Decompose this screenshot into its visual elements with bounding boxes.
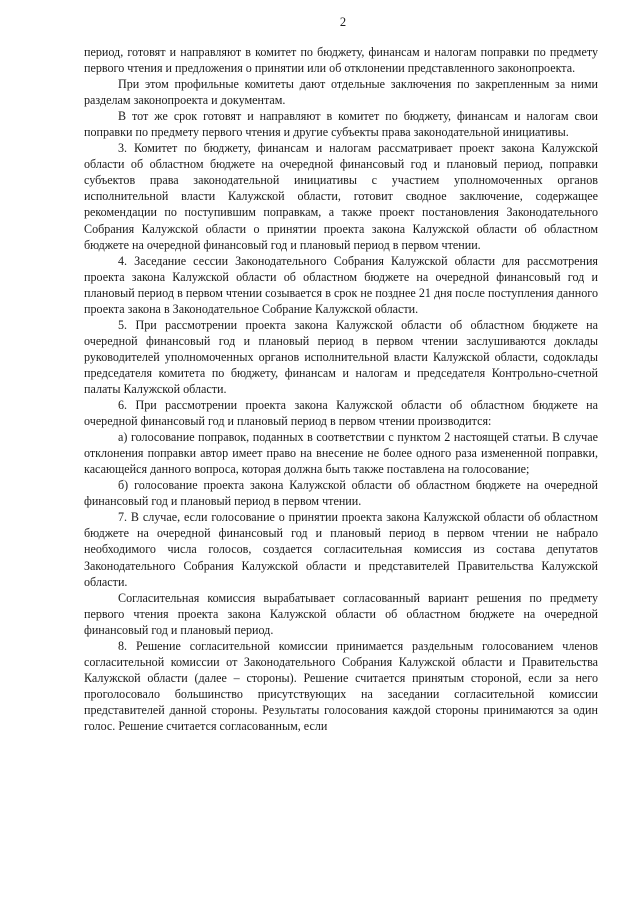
paragraph-conciliation-commission: Согласительная комиссия вырабатывает согласованный вариант решения по предмету первого чтения проекта закона Калужской области об областном бюджете на очередной финансовый год и плановый период. <box>84 590 598 637</box>
paragraph-continuation: период, готовят и направляют в комитет по бюджету, финансам и налогам поправки по предмету первого чтения и предложения о принятии или об отклонении представленного законопроекта. <box>84 45 598 76</box>
paragraph-other-subjects: В тот же срок готовят и направляют в комитет по бюджету, финансам и налогам свои поправки по предмету первого чтения и другие субъекты права законодательной инициативы. <box>84 109 598 140</box>
paragraph-item-6a: а) голосование поправок, поданных в соответствии с пунктом 2 настоящей статьи. В случае отклонения поправки автор имеет право на внесение не более одного раза измененной поправки, касающейся данного вопроса, которая должна быть также поставлена на голосование; <box>84 430 598 477</box>
document-page <box>84 14 598 734</box>
paragraph-item-5: 5. При рассмотрении проекта закона Калужской области об областном бюджете на очередной финансовый год и плановый период в первом чтении заслушиваются доклады руководителей уполномоченных органов исполнительной власти Калужской области, содоклады председателя комитета по бюджету, финансам и налогам и председателя Контрольно-счетной палаты Калужской области. <box>84 317 598 396</box>
paragraph-committee-conclusions: При этом профильные комитеты дают отдельные заключения по закрепленным за ними разделам законопроекта и документам. <box>84 77 598 108</box>
page-number: 2 <box>339 15 347 29</box>
paragraph-item-7: 7. В случае, если голосование о принятии проекта закона Калужской области об областном бюджете на очередной финансовый год и плановый период в первом чтении не набрало необходимого числа голосов, создается согласительная комиссия из состава депутатов Законодательного Собрания Калужской области и представителей Правительства Калужской области. <box>84 510 598 589</box>
paragraph-item-4: 4. Заседание сессии Законодательного Собрания Калужской области для рассмотрения проекта закона Калужской области об областном бюджете на очередной финансовый год и плановый период в первом чтении созывается в срок не позднее 21 дня после поступления данного проекта закона в Законодательное Собрание Калужской области. <box>84 253 598 316</box>
paragraph-item-8: 8. Решение согласительной комиссии принимается раздельным голосованием членов согласительной комиссии от Законодательного Собрания Калужской области и Правительства Калужской области (далее – стороны). Решение считается принятым стороной, если за него проголосовало большинство присутствующих на заседании согласительной комиссии представителей данной стороны. Результаты голосования каждой стороны принимаются за один голос. Решение считается согласованным, если <box>84 638 598 733</box>
paragraph-item-3: 3. Комитет по бюджету, финансам и налогам рассматривает проект закона Калужской области об областном бюджете на очередной финансовый год и плановый период, поправки субъектов права законодательной инициативы с участием уполномоченных органов исполнительной власти Калужской области, готовит сводное заключение, содержащее рекомендации по поступившим поправкам, а также проект постановления Законодательного Собрания Калужской области о принятии проекта закона Калужской области об областном бюджете на очередной финансовый год и плановый период в первом чтении. <box>84 141 598 252</box>
paragraph-item-6: 6. При рассмотрении проекта закона Калужской области об областном бюджете на очередной финансовый год и плановый период в первом чтении производится: <box>84 398 598 429</box>
paragraph-item-6b: б) голосование проекта закона Калужской области об областном бюджете на очередной финансовый год и плановый период в первом чтении. <box>84 478 598 509</box>
